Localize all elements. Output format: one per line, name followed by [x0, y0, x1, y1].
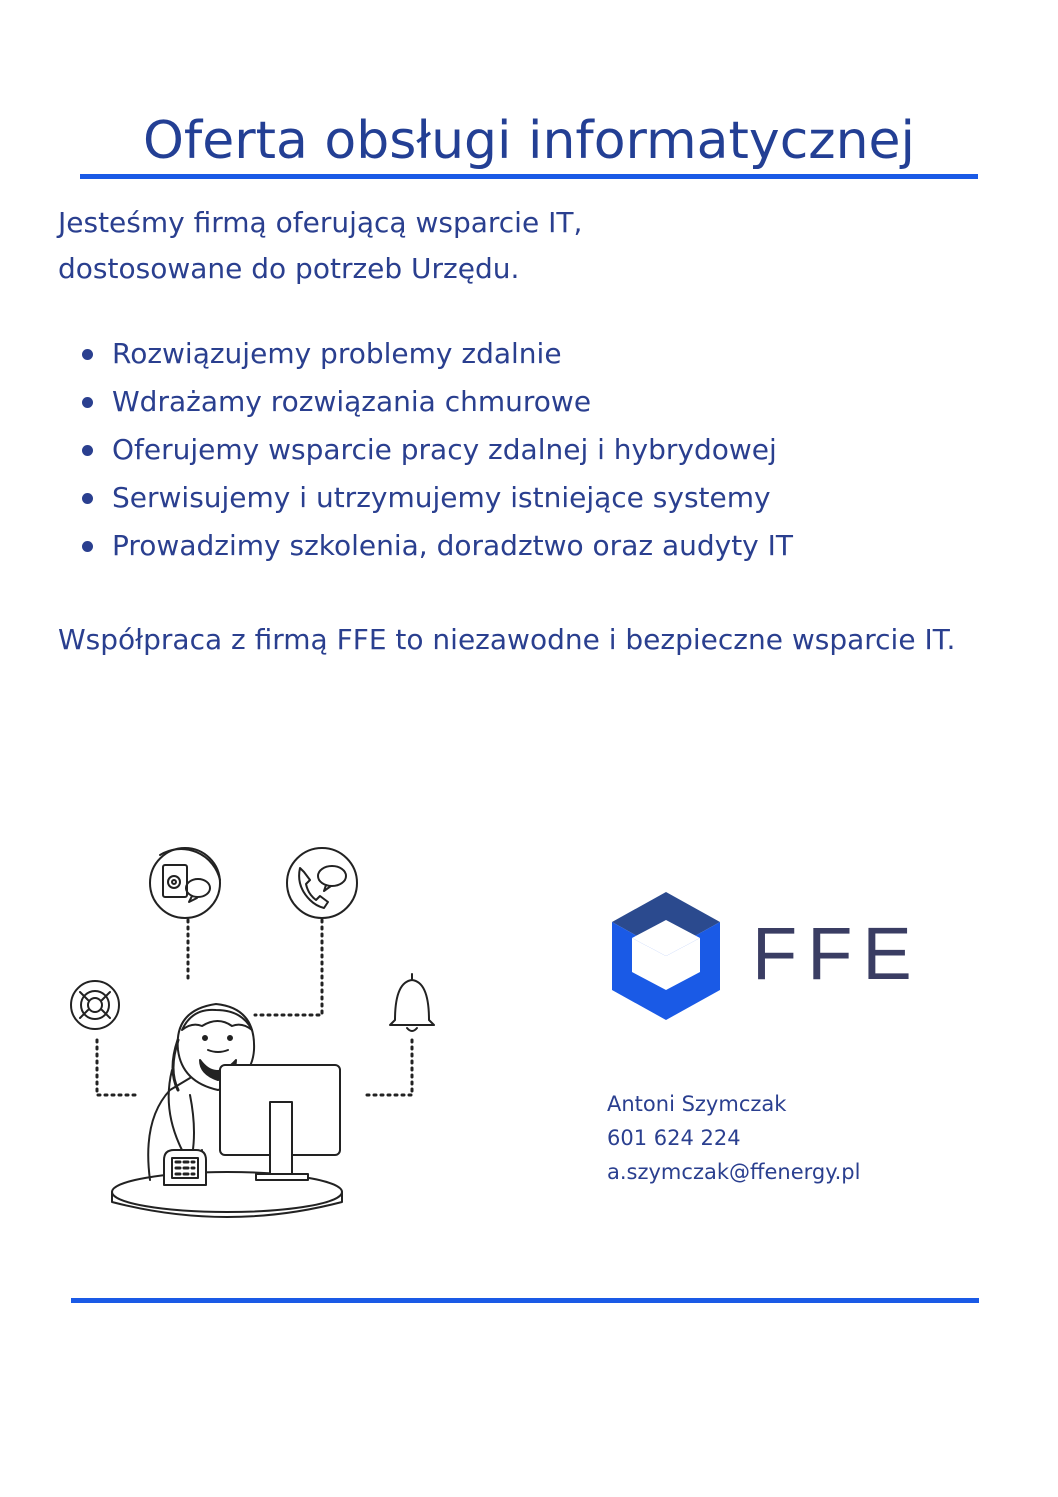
settings-chat-icon — [150, 848, 220, 918]
bullet-icon — [82, 541, 93, 552]
service-label: Serwisujemy i utrzymujemy istniejące systemy — [112, 481, 771, 514]
service-label: Oferujemy wsparcie pracy zdalnej i hybrydowej — [112, 433, 777, 466]
closing-statement: Współpraca z firmą FFE to niezawodne i bezpieczne wsparcie IT. — [58, 623, 956, 656]
service-item — [80, 522, 1020, 570]
service-item — [80, 378, 1020, 426]
service-label: Wdrażamy rozwiązania chmurowe — [112, 385, 592, 418]
intro-paragraph — [58, 200, 958, 292]
bullet-icon — [82, 445, 93, 456]
intro-line-2: dostosowane do potrzeb Urzędu. — [58, 252, 520, 285]
intro-line-1: Jesteśmy firmą oferującą wsparcie IT, — [58, 206, 583, 239]
contact-block — [607, 1087, 860, 1189]
contact-email[interactable]: a.szymczak@ffenergy.pl — [607, 1160, 861, 1184]
computer-monitor — [220, 1065, 340, 1180]
service-item — [80, 426, 1020, 474]
bullet-icon — [82, 397, 93, 408]
bullet-icon — [82, 493, 93, 504]
services-list — [80, 330, 1020, 570]
lifebuoy-icon — [71, 981, 119, 1029]
logo-wordmark: FFE — [752, 912, 922, 995]
page-title: Oferta obsługi informatycznej — [143, 111, 915, 171]
bell-icon — [390, 974, 434, 1031]
title-underline — [80, 174, 978, 179]
service-item — [80, 330, 1020, 378]
footer-rule — [71, 1298, 979, 1303]
contact-name: Antoni Szymczak — [607, 1092, 787, 1116]
service-item — [80, 474, 1020, 522]
contact-phone[interactable]: 601 624 224 — [607, 1126, 741, 1150]
phone-chat-icon — [287, 848, 357, 918]
support-agent-illustration — [60, 840, 460, 1230]
desk-phone-icon — [164, 1150, 206, 1185]
service-label: Prowadzimy szkolenia, doradztwo oraz audyty IT — [112, 529, 794, 562]
bullet-icon — [82, 349, 93, 360]
service-label: Rozwiązujemy problemy zdalnie — [112, 337, 562, 370]
